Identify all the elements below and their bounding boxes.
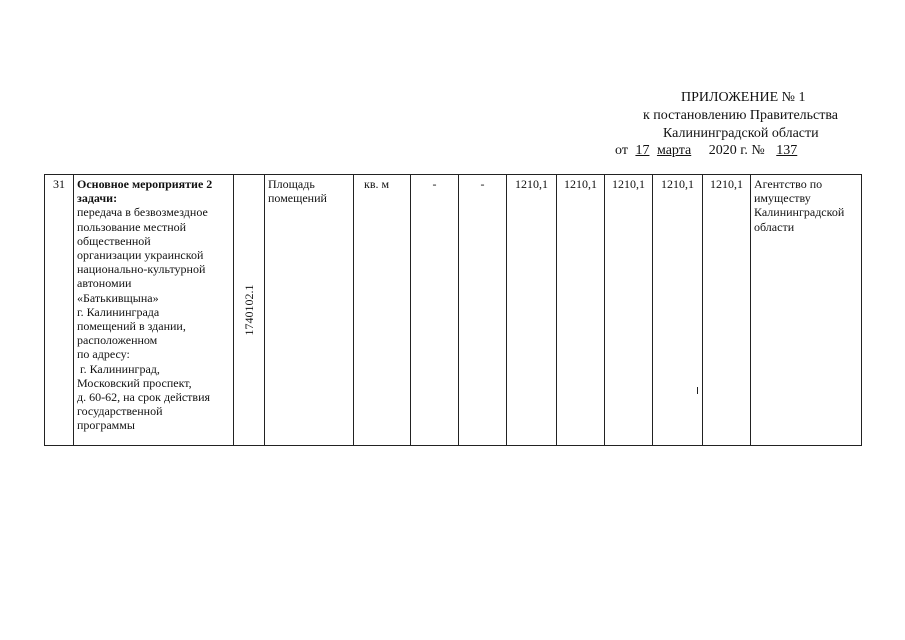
description-line: автономии (77, 276, 132, 291)
appendix-region: Калининградской области (663, 126, 819, 141)
measure-description-text (77, 205, 230, 432)
value-3: 1210,1 (507, 175, 557, 446)
description-line: «Батькивщына» (77, 290, 159, 305)
measures-table (44, 174, 862, 446)
description-line: по адресу: (77, 347, 130, 362)
date-prefix: от (615, 143, 628, 158)
description-line: организации украинской (77, 248, 204, 263)
document-header (0, 0, 905, 170)
indicator-name: Площадь помещений (265, 175, 354, 446)
unit: кв. м (354, 175, 411, 446)
date-year: 2020 г. № (708, 143, 765, 158)
date-number: 137 (776, 143, 798, 158)
description-line: передача в безвозмездное (77, 205, 208, 220)
description-line: помещений в здании, (77, 319, 186, 334)
scan-mark (697, 387, 698, 394)
description-line: программы (77, 418, 135, 433)
description-line: национально-культурной (77, 262, 206, 277)
value-6: 1210,1 (653, 175, 703, 446)
responsible-agency: Агентство по имуществу Калининградской области (751, 175, 862, 446)
description-line: пользование местной (77, 219, 187, 234)
description-line: общественной (77, 233, 151, 248)
description-line: Московский проспект, (77, 375, 192, 390)
program-code: 1740102.1 (241, 284, 256, 336)
value-1: - (411, 175, 459, 446)
appendix-title: ПРИЛОЖЕНИЕ № 1 (681, 90, 806, 105)
measure-description (74, 175, 234, 446)
description-line: д. 60-62, на срок действия (77, 390, 211, 405)
row-number: 31 (45, 175, 74, 446)
description-line: расположенном (77, 333, 158, 348)
date-day: 17 (635, 143, 650, 158)
appendix-resolution-ref: к постановлению Правительства (643, 108, 839, 123)
date-month: марта (656, 143, 692, 158)
description-line: г. Калининграда (77, 304, 160, 319)
appendix-date-line (615, 143, 797, 159)
description-line: государственной (77, 404, 163, 419)
code-cell (234, 175, 265, 446)
table-row (45, 175, 862, 446)
value-7: 1210,1 (703, 175, 751, 446)
measure-title: Основное мероприятие 2 задачи: (77, 177, 213, 206)
description-line: г. Калининград, (77, 361, 160, 376)
value-2: - (459, 175, 507, 446)
value-5: 1210,1 (605, 175, 653, 446)
value-4: 1210,1 (557, 175, 605, 446)
